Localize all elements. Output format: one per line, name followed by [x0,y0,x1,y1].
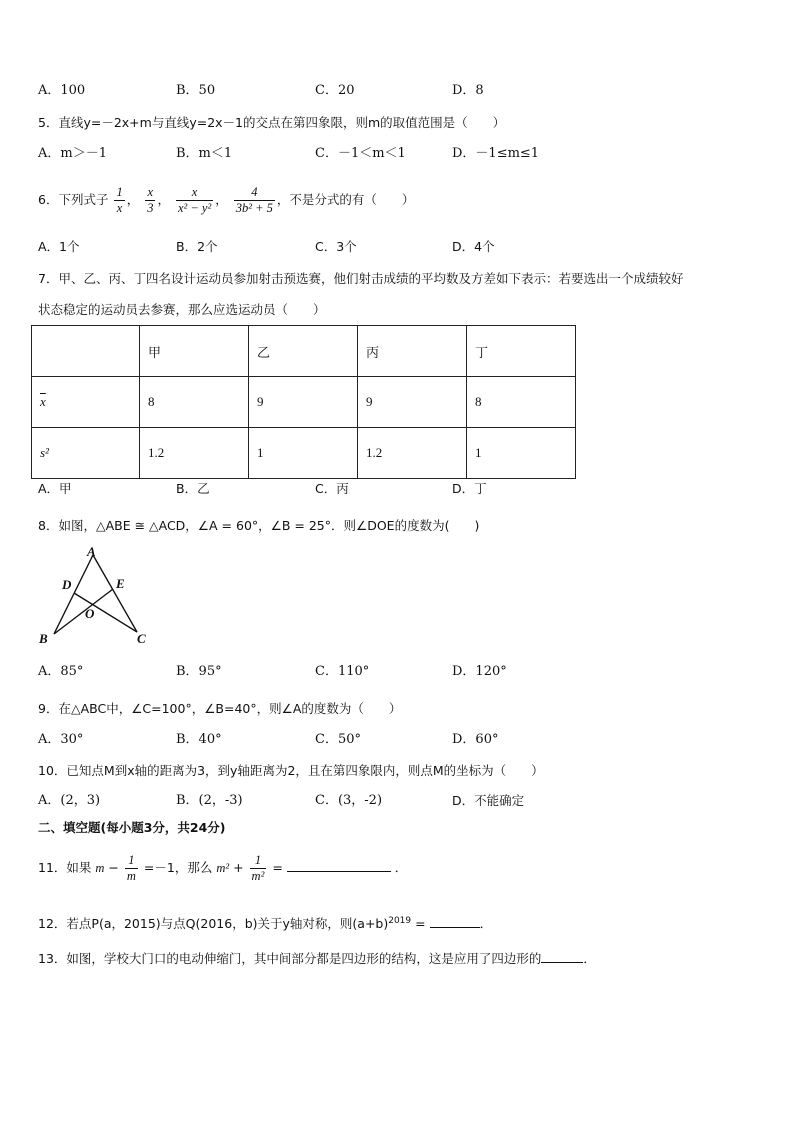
q7-table [31,325,576,479]
q13-question [38,948,596,968]
q5-option-a[interactable]: A．m＞－1 [38,146,107,161]
q4-option-d[interactable]: D．8 [452,83,484,98]
q12-end: ． [479,916,493,932]
q10-option-d[interactable]: D．不能确定 [452,793,525,808]
q13-text: 13．如图，学校大门口的电动伸缩门，其中间部分都是四边形的结构，这是应用了四边形的 [38,951,542,966]
variance-label: s² [32,428,140,479]
q6-option-d[interactable]: D．4个 [452,239,495,254]
q9-option-a[interactable]: A．30° [38,732,84,747]
mean-jia: 8 [140,377,249,428]
q6-options [38,238,598,256]
q6-f3-num: x [176,185,213,201]
q12-text: 12．若点P(a，2015)与点Q(2016，b)关于y轴对称，则(a+b) [38,916,389,932]
q6-suffix: ，不是分式的有（ ） [276,192,415,207]
q6-f3-den: x² − y² [177,201,212,215]
q8-options [38,663,598,681]
table-row [32,377,576,428]
q6-fraction-3 [176,185,213,216]
q7-option-c[interactable]: C．丙 [315,481,349,496]
q4-option-b[interactable]: B．50 [176,83,216,98]
q11-f1-den: m [126,869,136,883]
mean-yi: 9 [249,377,358,428]
q8-option-d[interactable]: D．120° [452,664,507,679]
q8-option-b[interactable]: B．95° [176,664,222,679]
q4-options [38,82,598,100]
var-ding: 1 [467,428,576,479]
q7-option-a[interactable]: A．甲 [38,481,72,496]
q6-fraction-2 [145,185,155,216]
q6-fraction-4 [234,185,275,216]
q6-prefix: 6．下列式子 [38,192,109,207]
q7-question-line2: 状态稳定的运动员去参赛，那么应选运动员（ ） [38,302,326,317]
q11-var-m: m [95,861,105,875]
q6-sep-2: ， [157,192,170,207]
q7-options [38,480,598,498]
q4-option-a[interactable]: A．100 [38,83,86,98]
q11-m-squared: m² [216,861,230,875]
q7-question-line1: 7．甲、乙、丙、丁四名设计运动员参加射击预选赛，他们射击成绩的平均数及方差如下表示：若要选出一个成绩较好 [38,271,684,286]
q6-fraction-1 [114,185,124,216]
q8-option-a[interactable]: A．85° [38,664,84,679]
q6-f4-num: 4 [234,185,275,201]
table-header-jia: 甲 [140,326,249,377]
q6-f1-num: 1 [116,185,123,199]
label-c: C [137,631,146,646]
q10-option-c[interactable]: C．(3，-2) [315,793,383,808]
q5-options [38,145,598,163]
label-o: O [85,606,95,621]
q7-option-b[interactable]: B．乙 [176,481,210,496]
q11-fraction-1 [125,853,138,884]
q6-sep-3: ， [215,192,228,207]
section-2-heading: 二、填空题(每小题3分，共24分) [38,820,226,835]
q10-option-a[interactable]: A．(2，3) [38,793,101,808]
mean-label: $\overline{x}$ [40,394,46,409]
table-row [32,326,576,377]
label-d: D [62,577,72,592]
q11-eq2: = [272,860,283,875]
q12-question [38,912,492,933]
q11-f1-num: 1 [125,853,138,869]
q11-fraction-2 [250,853,267,884]
q11-plus: + [233,860,244,875]
q11-question: 11．如果 m − $\frac{1}{m}$ =－1，那么 m² + $\frac{1}{\text{m²}}$ = ． [38,853,408,883]
q11-prefix: 11．如果 [38,860,92,875]
q9-option-c[interactable]: C．50° [315,732,361,747]
q11-end: ． [394,860,408,875]
q6-option-c[interactable]: C．3个 [315,239,357,254]
q5-option-d[interactable]: D．－1≤m≤1 [452,146,540,161]
q10-option-b[interactable]: B．(2，-3) [176,793,243,808]
table-header-blank [32,326,140,377]
var-jia: 1.2 [140,428,249,479]
q12-answer-blank[interactable] [430,913,480,928]
q8-question: 8．如图，△ABE ≅ △ACD，∠A = 60°，∠B = 25°．则∠DOE的度数为( ) [38,518,480,533]
q8-option-c[interactable]: C．110° [315,664,370,679]
q6-f1-den: x [116,201,123,215]
table-header-ding: 丁 [467,326,576,377]
mean-ding: 8 [467,377,576,428]
q11-answer-blank[interactable] [287,857,391,872]
q6-f2-num: x [145,185,155,201]
q10-question: 10．已知点M到x轴的距离为3，到y轴距离为2，且在第四象限内，则点M的坐标为（ ） [38,763,544,778]
mean-bing: 9 [358,377,467,428]
q13-answer-blank[interactable] [541,948,583,963]
label-b: B [39,631,48,646]
q9-options [38,731,598,749]
q13-end: ． [583,951,596,966]
label-a: A [87,546,96,559]
table-header-yi: 乙 [249,326,358,377]
q9-question: 9．在△ABC中，∠C=100°，∠B=40°，则∠A的度数为（ ） [38,701,402,716]
q11-f2-den: m² [251,869,265,883]
q6-option-a[interactable]: A．1个 [38,239,80,254]
q6-f4-den: 3b² + 5 [235,201,273,215]
table-header-bing: 丙 [358,326,467,377]
side-ac [93,555,137,632]
q6-option-b[interactable]: B．2个 [176,239,218,254]
q6-sep-1: ， [126,192,140,207]
q6-f2-den: 3 [147,201,154,215]
side-ab [54,555,93,634]
q9-option-b[interactable]: B．40° [176,732,222,747]
q5-option-c[interactable]: C．－1＜m＜1 [315,146,406,161]
q11-f2-num: 1 [250,853,267,869]
q5-question: 5．直线y=－2x+m与直线y=2x－1的交点在第四象限，则m的取值范围是（ ） [38,115,506,130]
mean-label-cell [32,377,140,428]
q8-triangle-figure [36,546,154,648]
table-row [32,428,576,479]
var-bing: 1.2 [358,428,467,479]
q11-eq1: =－1，那么 [143,860,213,875]
q12-exponent: 2019 [388,916,412,926]
q4-option-c[interactable]: C．20 [315,83,355,98]
q10-options [38,792,598,810]
q12-eq: = [411,916,430,932]
label-e: E [116,576,125,591]
q6-question [38,180,414,220]
q7-option-d[interactable]: D．丁 [452,481,487,496]
q9-option-d[interactable]: D．60° [452,732,499,747]
segment-cd [74,593,137,632]
var-yi: 1 [249,428,358,479]
q5-option-b[interactable]: B．m＜1 [176,146,233,161]
